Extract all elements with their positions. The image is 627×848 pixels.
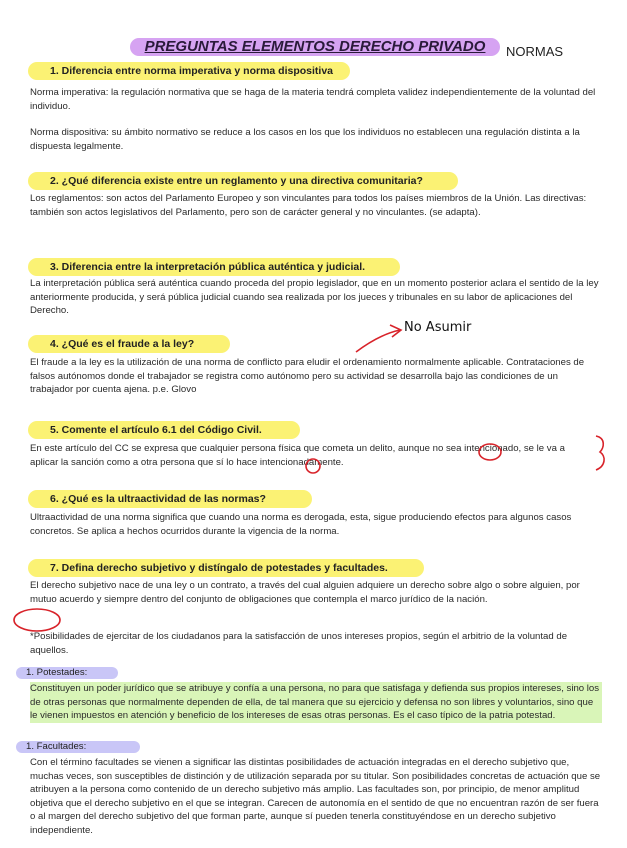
question-heading-3: 3. Diferencia entre la interpretación pública auténtica y judicial. [28, 258, 400, 276]
subsection-label-facultades: 1. Facultades: [16, 741, 140, 753]
question-1-paragraph-1: Norma imperativa: la regulación normativa que se haga de la materia tendrá completa validez independientemente de la voluntad del individuo. [30, 87, 596, 112]
question-heading-1: 1. Diferencia entre norma imperativa y norma dispositiva [28, 62, 350, 80]
subsection-text-facultades: Con el término facultades se vienen a significar las distintas posibilidades de actuación integradas en el derecho subjetivo que, muchas veces, son susceptibles de distinción y de utilización separada por su titular. Son posibilidades concretas de actuación que se atribuyen a la persona como contenido de un derecho subjetivo más amplio. Las facultades son, por principio, de menor amplitud objetiva que el derecho subjetivo en el que se integran. Carecen de autonomía en el sentido de que no encuentran razón de ser fuera o al margen del derecho subjetivo del que forman parte, aunque sí pueden tenerla constituyéndose en un derecho subjetivo independiente. [30, 757, 601, 836]
question-7-paragraph-2: *Posibilidades de ejercitar de los ciudadanos para la satisfacción de unos intereses propios, según el arbitrio de la voluntad de aquellos. [30, 631, 568, 656]
subsection-label-potestades: 1. Potestades: [16, 667, 118, 679]
page-title: PREGUNTAS ELEMENTOS DERECHO PRIVADO [130, 38, 500, 56]
ink-circle-icon [14, 609, 60, 631]
ink-circle-icon [479, 444, 501, 460]
question-1-paragraph-2: Norma dispositiva: su ámbito normativo se reduce a los casos en los que los individuos no establecen una regulación distinta a la dispuesta legalmente. [30, 127, 580, 152]
question-heading-2: 2. ¿Qué diferencia existe entre un reglamento y una directiva comunitaria? [28, 172, 458, 190]
question-6-paragraph-1: Ultraactividad de una norma significa que cuando una norma es derogada, esta, sigue produciendo efectos para algunos casos concretos. Se aplica a hechos ocurridos durante la vigencia de la norma. [30, 512, 572, 537]
handwritten-note: No Asumir [404, 320, 472, 335]
question-7-paragraph-1: El derecho subjetivo nace de una ley o un contrato, a través del cual alguien adquiere un derecho sobre algo o sobre alguien, por mutuo acuerdo y siempre dentro del conjunto de obligaciones que contempla el marco jurídico de la nación. [30, 580, 580, 605]
question-2-paragraph-1: Los reglamentos: son actos del Parlamento Europeo y son vinculantes para todos los países miembros de la Unión. Las directivas: también son actos legislativos del Parlamento, pero son de carácter general y no vinculantes. (se adapta). [30, 193, 587, 218]
ink-circle-icon [306, 459, 320, 473]
question-heading-6: 6. ¿Qué es la ultraactividad de las normas? [28, 490, 312, 508]
question-heading-7: 7. Defina derecho subjetivo y distíngalo de potestades y facultades. [28, 559, 424, 577]
subsection-text-potestades: Constituyen un poder jurídico que se atribuye y confía a una persona, no para que satisfaga y defienda sus propios intereses, sino los de otras personas que normalmente dependen de ella, de tal manera que su ejercicio y defensa no son libres y voluntarios, sino que le vienen impuestos en atención y beneficio de los intereses de esas otras personas. Es el caso típico de la patria potestad. [30, 682, 602, 723]
question-heading-4: 4. ¿Qué es el fraude a la ley? [28, 335, 230, 353]
question-4-paragraph-1: El fraude a la ley es la utilización de una norma de conflicto para eludir el ordenamiento normalmente aplicable. Contrataciones de falsos autónomos donde el trabajador se registra como autónomo pero su actividad se desarrolla bajo las condiciones de un trabajador por cuenta ajena. p.e. Glovo [30, 357, 585, 395]
topic-tag: NORMAS [506, 44, 564, 59]
question-3-paragraph-1: La interpretación pública será auténtica cuando proceda del propio legislador, que en un momento posterior aclara el sentido de la ley anteriormente producida, y será pública judicial cuando sea realizada por los jueces y tribunales en su labor de aplicaciones del Derecho. [30, 278, 599, 316]
ink-arrow-icon [356, 330, 400, 352]
ink-bracket-icon [596, 436, 604, 470]
question-heading-5: 5. Comente el artículo 6.1 del Código Civil. [28, 421, 300, 439]
question-5-paragraph-1: En este artículo del CC se expresa que cualquier persona física que cometa un delito, aunque no sea intencionado, se le va a aplicar la sanción como a otra persona que sí lo hace intencionadamente. [30, 443, 565, 468]
